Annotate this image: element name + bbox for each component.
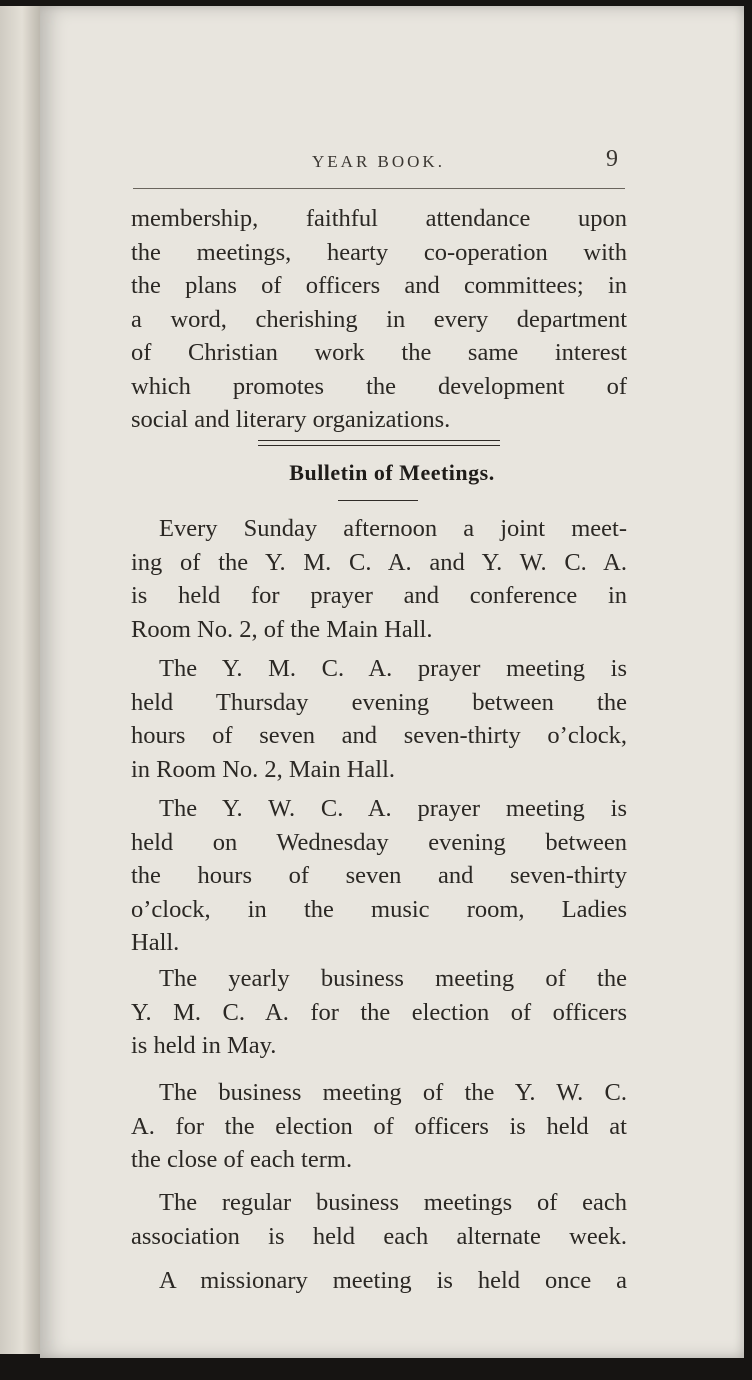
text-line: the plans of officers and committees; in: [131, 272, 627, 299]
text-line: is held in May.: [131, 1032, 277, 1059]
text-line: the close of each term.: [131, 1146, 353, 1173]
page-number: 9: [606, 146, 618, 172]
text-line: the hours of seven and seven-thirty: [131, 862, 627, 889]
text-line: Every Sunday afternoon a joint meet-: [159, 515, 627, 542]
text-line: The Y. W. C. A. prayer meeting is: [159, 795, 627, 822]
paragraph-missionary: [131, 1264, 627, 1298]
text-line: The business meeting of the Y. W. C.: [159, 1079, 627, 1106]
text-line: held on Wednesday evening between: [131, 828, 627, 856]
facing-page-edge: [0, 6, 40, 1354]
paragraph-sunday-meeting: [131, 512, 627, 646]
text-line: hours of seven and seven-thirty o’clock,: [131, 722, 627, 749]
text-line: which promotes the development of: [131, 372, 627, 400]
text-line: Hall.: [131, 929, 180, 956]
book-page: [40, 6, 744, 1358]
text-line: a word, cherishing in every department: [131, 305, 627, 333]
text-line: A missionary meeting is held once a: [159, 1267, 627, 1294]
paragraph-ywca-business: [131, 1076, 627, 1177]
text-line: The yearly business meeting of the: [159, 965, 627, 992]
text-line: in Room No. 2, Main Hall.: [131, 755, 396, 783]
section-short-rule: [338, 500, 418, 501]
paragraph-ywca-prayer: [131, 792, 627, 960]
paragraph-regular-meetings: [131, 1186, 627, 1253]
page-header: [40, 146, 744, 176]
text-line: Room No. 2, of the Main Hall.: [131, 615, 433, 643]
text-line: The regular business meetings of each: [159, 1189, 627, 1216]
text-line: the meetings, hearty co-operation with: [131, 238, 627, 266]
text-line: membership, faithful attendance upon: [131, 205, 627, 232]
text-line: Y. M. C. A. for the election of officers: [131, 998, 627, 1026]
text-line: is held for prayer and conference in: [131, 582, 627, 609]
running-title: YEAR BOOK.: [312, 152, 445, 171]
text-line: o’clock, in the music room, Ladies: [131, 895, 627, 923]
text-line: social and literary organizations.: [131, 406, 451, 433]
text-line: of Christian work the same interest: [131, 339, 627, 366]
text-line: ing of the Y. M. C. A. and Y. W. C. A.: [131, 548, 627, 576]
text-line: association is held each alternate week.: [131, 1222, 627, 1250]
paragraph-ymca-prayer: [131, 652, 627, 786]
header-rule: [133, 188, 625, 189]
section-heading: Bulletin of Meetings.: [289, 460, 495, 485]
section-double-rule: [258, 440, 500, 446]
paragraph-ymca-business: [131, 962, 627, 1063]
text-line: The Y. M. C. A. prayer meeting is: [159, 655, 627, 682]
text-line: A. for the election of officers is held at: [131, 1112, 627, 1140]
intro-paragraph: [131, 202, 627, 437]
text-line: held Thursday evening between the: [131, 688, 627, 716]
